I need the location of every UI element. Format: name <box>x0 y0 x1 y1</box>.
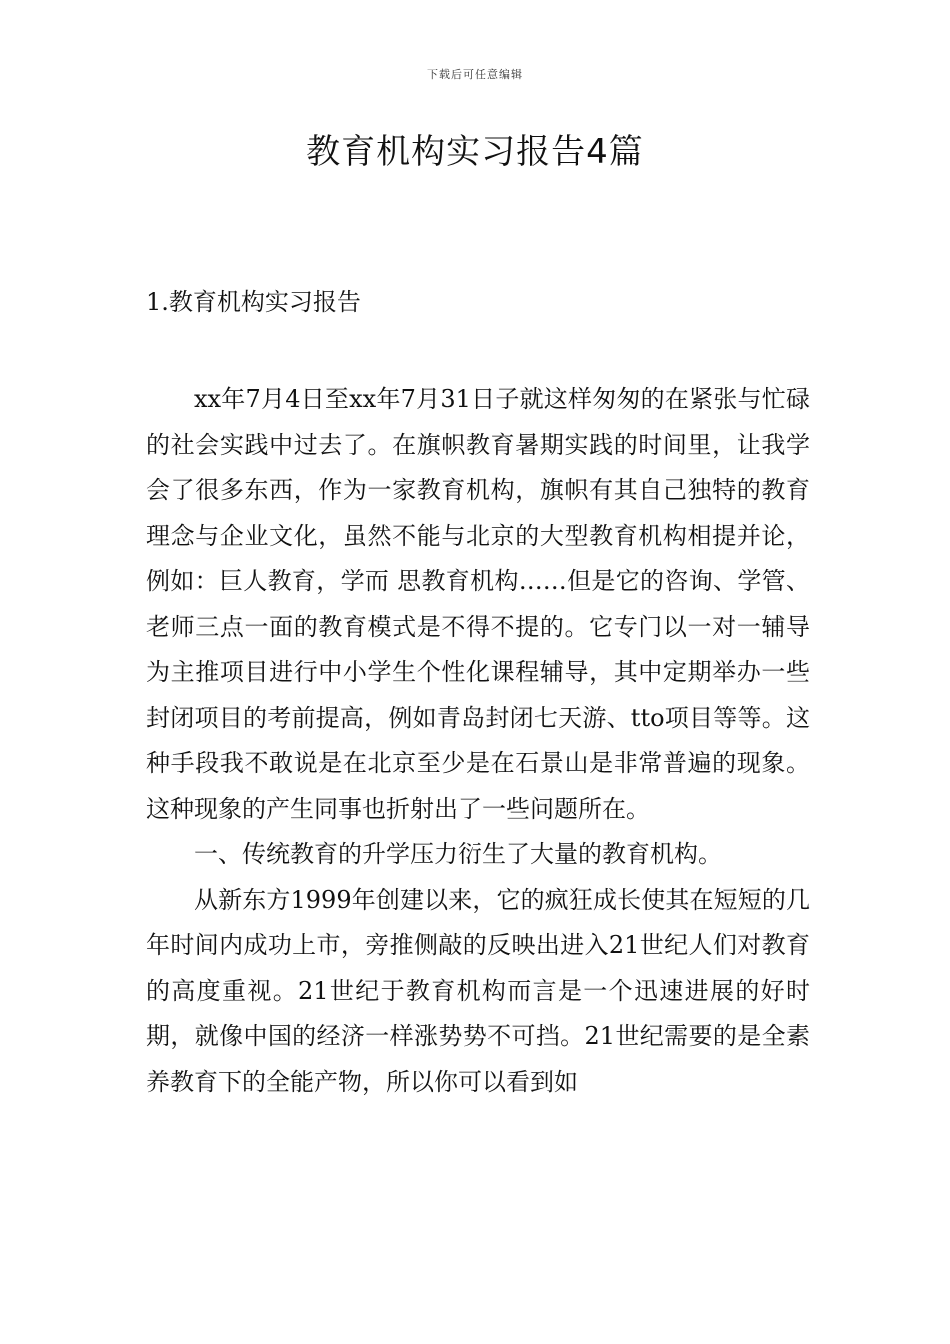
paragraph: 一、传统教育的升学压力衍生了大量的教育机构。 <box>194 840 722 868</box>
paragraph: xx年7月4日至xx年7月31日子就这样匆匆的在紧张与忙碌的社会实践中过去了。在旗帜教育暑期实践的时间里，让我学会了很多东西，作为一家教育机构，旗帜有其自己独特的教育理念与企业文化，虽然不能与北京的大型教育机构相提并论，例如：巨人教育，学而 思教育机构……但是它的咨询、学管、老师三点一面的教育模式是不得不提的。它专门以一对一辅导为主推项目进行中小学生个性化课程辅导，其中定期举办一些封闭项目的考前提高，例如青岛封闭七天游、tto项目等等。这种手段我不敢说是在北京至少是在石景山是非常普遍的现象。这种现象的产生同事也折射出了一些问题所在。 <box>146 385 810 823</box>
paragraph: 从新东方1999年创建以来，它的疯狂成长使其在短短的几年时间内成功上市，旁推侧敲的反映出进入21世纪人们对教育的高度重视。21世纪于教育机构而言是一个迅速进展的好时期，就像中国的经济一样涨势势不可挡。21世纪需要的是全素养教育下的全能产物，所以你可以看到如 <box>146 885 810 1096</box>
header-note: 下载后可任意编辑 <box>427 68 523 81</box>
document-title: 教育机构实习报告4篇 <box>306 132 644 172</box>
section-heading: 1.教育机构实习报告 <box>146 288 361 316</box>
body-text <box>146 377 810 1105</box>
